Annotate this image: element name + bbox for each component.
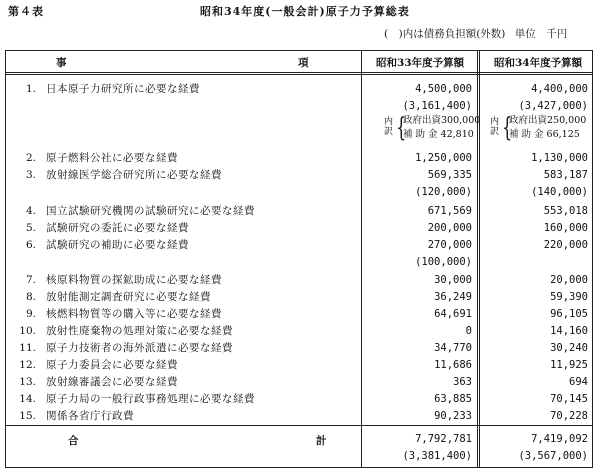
row-number: 4.: [25, 205, 36, 217]
fy33-value: 64,691: [434, 308, 472, 320]
fy33-value: 671,569: [427, 205, 472, 217]
breakdown-line: 補 助 金 66,125: [509, 129, 580, 140]
breakdown-mark: 内訳: [384, 117, 394, 137]
row-label: 試験研究の委託に必要な経費: [46, 222, 189, 234]
header-rule: [6, 72, 592, 75]
table-row-debt: [6, 184, 592, 200]
breakdown-line: 政府出資250,000: [509, 115, 587, 126]
brace-glyph: {: [396, 113, 407, 143]
row-number: 5.: [25, 222, 36, 234]
table-row: [6, 306, 592, 322]
row-number: 9.: [25, 308, 36, 320]
fy34-value: 30,240: [550, 342, 588, 354]
row-label: 関係各省庁行政費: [46, 410, 134, 422]
fy34-debt: (140,000): [531, 186, 588, 198]
fy34-total-debt: (3,567,000): [518, 450, 588, 462]
row-number: 2.: [25, 152, 36, 164]
row-label: 放射線医学総合研究所に必要な経費: [46, 169, 222, 181]
breakdown-line: 政府出資300,000: [403, 115, 481, 126]
fy34-value: 59,390: [550, 291, 588, 303]
fy33-value: 4,500,000: [415, 83, 472, 95]
table-row: [6, 272, 592, 288]
row-label: 試験研究の補助に必要な経費: [46, 239, 189, 251]
table-row: [6, 340, 592, 356]
table-row-debt: [6, 98, 592, 114]
fy33-value: 30,000: [434, 274, 472, 286]
row-number: 6.: [25, 239, 36, 251]
breakdown-mark: 内訳: [490, 117, 500, 137]
header-fy33: 昭和33年度予算額: [376, 57, 465, 69]
fy34-debt: (3,427,000): [518, 100, 588, 112]
fy33-value: 36,249: [434, 291, 472, 303]
row-label: 原子力委員会に必要な経費: [46, 359, 178, 371]
total-debt-row: [6, 448, 592, 464]
fy33-debt: (100,000): [415, 256, 472, 268]
total-label-1: 合: [68, 435, 79, 447]
total-label-2: 計: [316, 435, 327, 447]
table-row: [6, 167, 592, 183]
row-label: 放射能測定調査研究に必要な経費: [46, 291, 211, 303]
table-row: [6, 323, 592, 339]
fy34-value: 70,228: [550, 410, 588, 422]
table-row: [6, 150, 592, 166]
fy34-total: 7,419,092: [531, 433, 588, 445]
row-label: 原子力技術者の海外派遣に必要な経費: [46, 342, 233, 354]
fy34-value: 583,187: [543, 169, 588, 181]
fy33-value: 270,000: [427, 239, 472, 251]
fy34-value: 160,000: [543, 222, 588, 234]
row-number: 8.: [25, 291, 36, 303]
row-label: 核燃料物質等の購入等に必要な経費: [46, 308, 222, 320]
total-rule: [6, 425, 592, 426]
row-label: 国立試験研究機関の試験研究に必要な経費: [46, 205, 255, 217]
row-label: 原子燃料公社に必要な経費: [46, 152, 178, 164]
table-row: [6, 408, 592, 424]
fy33-value: 34,770: [434, 342, 472, 354]
table-row: [6, 289, 592, 305]
table-row: [6, 237, 592, 253]
row-label: 放射性廃棄物の処理対策に必要な経費: [46, 325, 233, 337]
fy34-value: 20,000: [550, 274, 588, 286]
row-number: 12.: [19, 359, 36, 371]
fy33-total-debt: (3,381,400): [402, 450, 472, 462]
header-item-2: 項: [298, 57, 309, 69]
fy34-value: 553,018: [543, 205, 588, 217]
header-fy34: 昭和34年度予算額: [494, 57, 583, 69]
unit-note: [378, 26, 567, 41]
table-row: [6, 220, 592, 236]
fy34-value: 1,130,000: [531, 152, 588, 164]
table-row: [6, 374, 592, 390]
fy33-total: 7,792,781: [415, 433, 472, 445]
fy34-value: 4,400,000: [531, 83, 588, 95]
fy33-value: 569,335: [427, 169, 472, 181]
breakdown-line: 補 助 金 42,810: [403, 129, 474, 140]
fy34-value: 11,925: [550, 359, 588, 371]
row-number: 11.: [19, 342, 36, 354]
row-label: 核原料物質の探鉱助成に必要な経費: [46, 274, 222, 286]
row-number: 3.: [25, 169, 36, 181]
table-row: [6, 81, 592, 97]
header-item-1: 事: [56, 57, 67, 69]
fy33-debt: (120,000): [415, 186, 472, 198]
fy34-value: 694: [569, 376, 588, 388]
fy33-value: 0: [465, 325, 472, 337]
row-number: 13.: [19, 376, 36, 388]
brace-glyph: {: [502, 113, 513, 143]
row-label: 原子力局の一般行政事務処理に必要な経費: [46, 393, 255, 405]
fy33-breakdown: [384, 115, 479, 143]
row-number: 10.: [19, 325, 36, 337]
debt-note: ( )内は債務負担額(外数): [384, 28, 506, 40]
fy33-value: 11,686: [434, 359, 472, 371]
table-row: [6, 203, 592, 219]
fy34-breakdown: [490, 115, 590, 143]
table-row: [6, 391, 592, 407]
table-row: [6, 357, 592, 373]
unit-label: 単位 千円: [514, 28, 568, 40]
row-number: 15.: [19, 410, 36, 422]
fy33-debt: (3,161,400): [402, 100, 472, 112]
page-title: 昭和34年度(一般会計)原子力予算総表: [200, 5, 410, 18]
table-label: 第４表: [8, 5, 44, 18]
row-label: 日本原子力研究所に必要な経費: [46, 83, 200, 95]
row-number: 14.: [19, 393, 36, 405]
row-number: 7.: [25, 274, 36, 286]
fy34-value: 70,145: [550, 393, 588, 405]
fy33-value: 90,233: [434, 410, 472, 422]
fy33-value: 363: [453, 376, 472, 388]
fy33-value: 63,885: [434, 393, 472, 405]
table-row-debt: [6, 254, 592, 270]
fy34-value: 14,160: [550, 325, 588, 337]
row-label: 放射線審議会に必要な経費: [46, 376, 178, 388]
row-number: 1.: [25, 83, 36, 95]
budget-table: [5, 50, 593, 468]
fy33-value: 1,250,000: [415, 152, 472, 164]
fy34-value: 96,105: [550, 308, 588, 320]
fy34-value: 220,000: [543, 239, 588, 251]
total-row: [6, 431, 592, 447]
fy33-value: 200,000: [427, 222, 472, 234]
